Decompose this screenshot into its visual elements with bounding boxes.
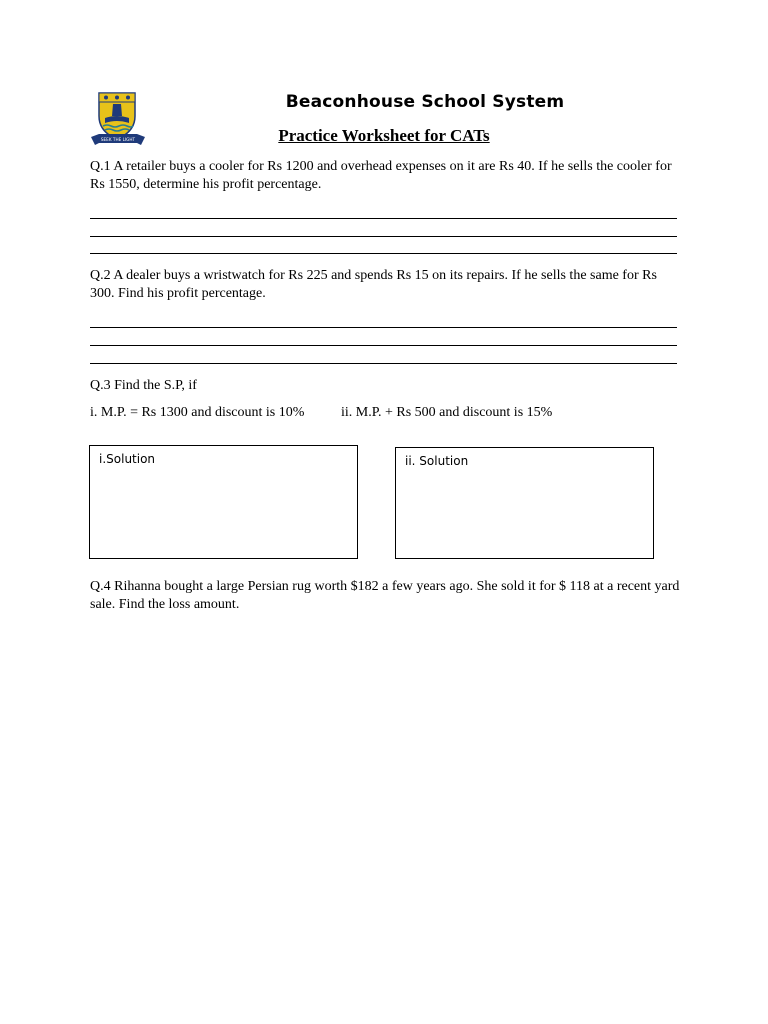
answer-line — [90, 218, 677, 219]
question-3-part-ii: ii. M.P. + Rs 500 and discount is 15% — [341, 405, 553, 420]
solution-box-ii[interactable] — [395, 447, 654, 559]
solution-box-i[interactable] — [89, 445, 358, 559]
question-3-text: Q.3 Find the S.P, if — [90, 378, 197, 393]
worksheet-title: Practice Worksheet for CATs — [278, 126, 490, 145]
question-3-part-i: i. M.P. = Rs 1300 and discount is 10% — [90, 405, 305, 420]
logo-motto: SEEK THE LIGHT — [100, 137, 136, 142]
answer-line — [90, 345, 677, 346]
school-crest-logo — [89, 90, 147, 150]
question-4-text: Q.4 Rihanna bought a large Persian rug worth $182 a few years ago. She sold it for $ 118 at a recent yard sale. Find the loss amount. — [90, 579, 680, 612]
answer-line — [90, 327, 677, 328]
solution-box-i-label: i.Solution — [99, 452, 156, 466]
solution-box-ii-label: ii. Solution — [405, 454, 469, 468]
answer-line — [90, 236, 677, 237]
question-1-text: Q.1 A retailer buys a cooler for Rs 1200 and overhead expenses on it are Rs 40. If he sells the cooler for Rs 1550, determine his profit percentage. — [90, 159, 672, 192]
question-2-text: Q.2 A dealer buys a wristwatch for Rs 225 and spends Rs 15 on its repairs. If he sells the same for Rs 300. Find his profit percentage. — [90, 268, 657, 301]
school-name-heading: Beaconhouse School System — [285, 92, 565, 112]
answer-line — [90, 363, 677, 364]
answer-line — [90, 253, 677, 254]
